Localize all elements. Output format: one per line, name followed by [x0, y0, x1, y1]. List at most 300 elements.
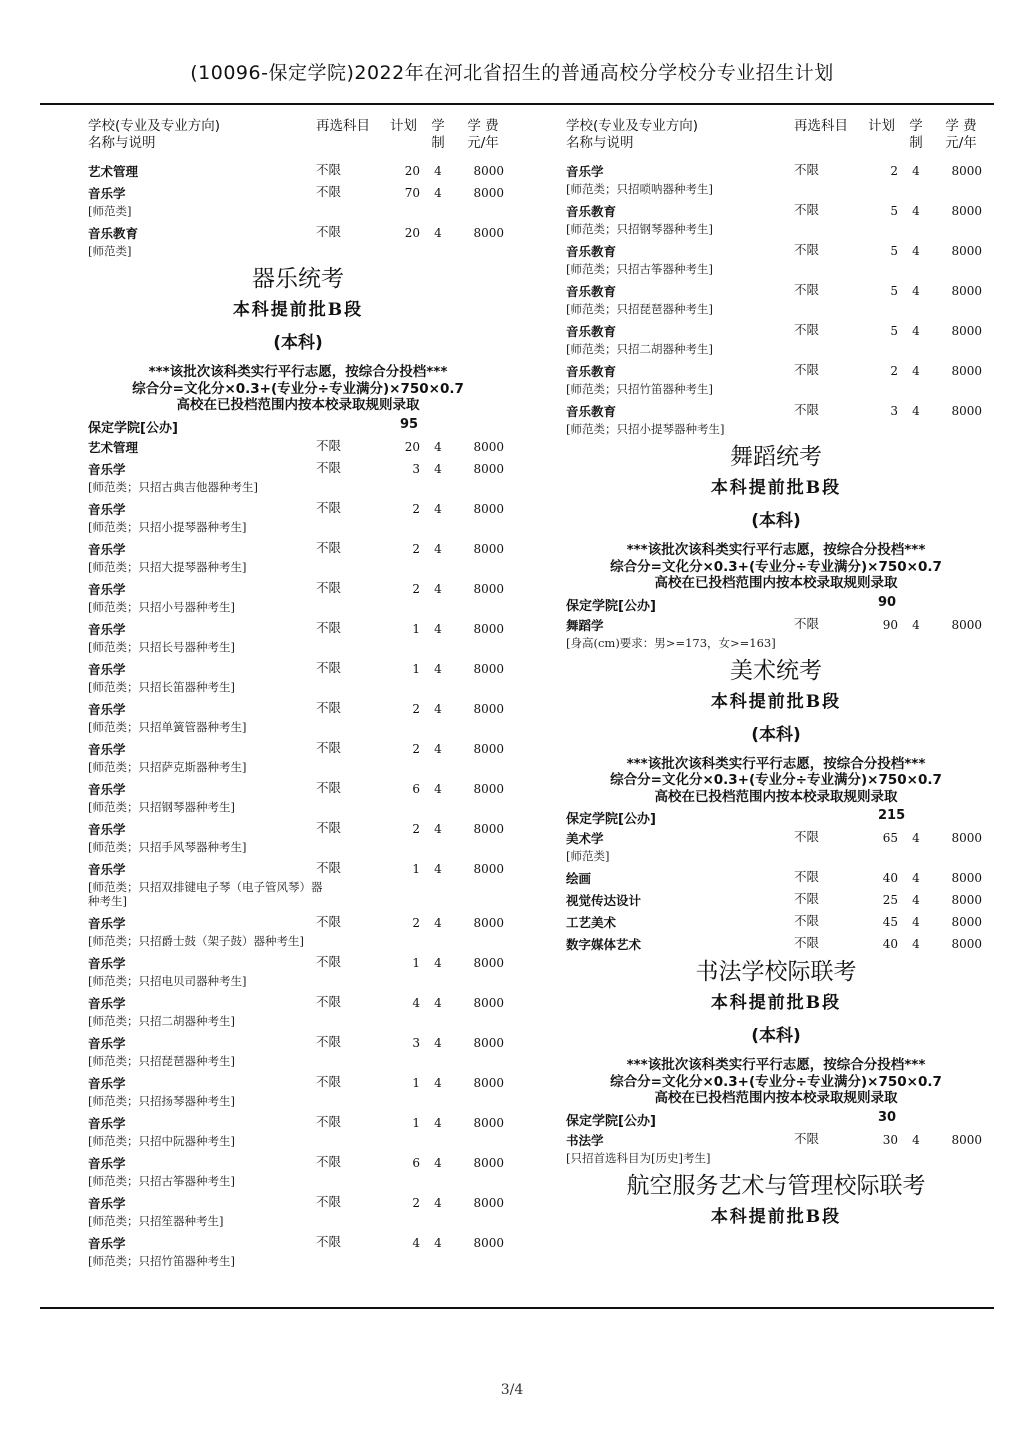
major-row [556, 827, 996, 849]
major-note: [师范类；只招小提琴器种考生] [88, 519, 247, 534]
column-header [556, 108, 996, 160]
header-school: 学校(专业及专业方向) [566, 118, 699, 134]
major-name: 音乐学 [88, 995, 126, 1011]
tuition-fee: 8000 [951, 284, 982, 298]
study-years: 4 [434, 1195, 442, 1210]
major-name: 音乐学 [88, 661, 126, 677]
study-years: 4 [434, 621, 442, 636]
elective-subject: 不限 [316, 993, 342, 1009]
major-name: 舞蹈学 [566, 617, 604, 633]
plan-count: 3 [412, 461, 420, 476]
major-entry [78, 698, 518, 738]
major-row [78, 436, 518, 458]
dance-entries [556, 614, 996, 654]
major-note: [只招首选科目为[历史]考生] [566, 1150, 711, 1165]
elective-subject: 不限 [316, 437, 342, 453]
major-row [556, 200, 996, 222]
study-years: 4 [912, 937, 920, 951]
section-title-aviation: 航空服务艺术与管理校际联考 [626, 1172, 926, 1199]
plan-count: 2 [412, 501, 420, 516]
elective-subject: 不限 [316, 539, 342, 555]
plan-count: 90 [882, 617, 898, 632]
plan-count: 5 [890, 204, 898, 218]
elective-subject: 不限 [316, 459, 342, 475]
study-years: 4 [912, 364, 920, 378]
header-school: 学校(专业及专业方向) [88, 118, 221, 134]
tuition-fee: 8000 [951, 364, 982, 378]
rule-line: 高校在已投档范围内按本校录取规则录取 [654, 1090, 898, 1106]
major-note: [师范类；只招萨克斯器种考生] [88, 759, 247, 774]
tuition-fee: 8000 [473, 741, 504, 756]
major-entry [78, 952, 518, 992]
elective-subject: 不限 [316, 739, 342, 755]
header-fee: 学 费 [467, 118, 499, 134]
elective-subject: 不限 [316, 162, 342, 177]
school-total: 90 [878, 594, 897, 610]
rule-line: 高校在已投档范围内按本校录取规则录取 [654, 788, 898, 805]
school-row [556, 1107, 996, 1129]
elective-subject: 不限 [794, 282, 820, 297]
elective-subject: 不限 [794, 935, 820, 950]
major-note: [师范类；只招大提琴器种考生] [88, 559, 247, 574]
major-note: [师范类；只招双排键电子琴（电子管风琴）器 种考生] [88, 879, 323, 908]
major-entry [556, 827, 996, 867]
major-name: 数字媒体艺术 [566, 937, 642, 952]
level-label: (本科) [751, 511, 801, 531]
study-years: 4 [434, 164, 442, 178]
elective-subject: 不限 [316, 953, 342, 969]
study-years: 4 [434, 701, 442, 716]
tuition-fee: 8000 [473, 955, 504, 970]
major-row [78, 578, 518, 600]
major-note: [师范类；只招钢琴器种考生] [566, 222, 713, 236]
left-top-entries [78, 160, 518, 262]
plan-count: 2 [412, 915, 420, 930]
school-row [78, 414, 518, 436]
major-row [556, 240, 996, 262]
batch-label: 本科提前批B段 [710, 1206, 842, 1227]
header-subject: 再选科目 [316, 118, 370, 134]
major-note: [师范类；只招唢呐器种考生] [566, 182, 713, 196]
major-row [556, 889, 996, 911]
major-entry [78, 818, 518, 858]
major-name: 绘画 [566, 871, 592, 886]
tuition-fee: 8000 [473, 661, 504, 676]
major-entry [556, 867, 996, 889]
rule-line: ***该批次该科类实行平行志愿，按综合分投档*** [626, 1057, 926, 1073]
tuition-fee: 8000 [951, 831, 982, 845]
left-column [78, 108, 518, 1272]
major-name: 音乐学 [88, 186, 126, 201]
study-years: 4 [434, 461, 442, 476]
rule-line: ***该批次该科类实行平行志愿，按综合分投档*** [626, 542, 926, 558]
plan-count: 5 [890, 284, 898, 298]
major-note: [师范类；只招电贝司器种考生] [88, 973, 247, 988]
plan-count: 4 [412, 1235, 420, 1250]
level-label: (本科) [751, 1026, 801, 1046]
rule-line: 综合分=文化分×0.3+(专业分÷专业满分)×750×0.7 [610, 558, 942, 575]
section-title-instrumental: 器乐统考 [252, 266, 344, 292]
major-row [78, 912, 518, 934]
major-name: 美术学 [566, 831, 604, 846]
major-name: 书法学 [566, 1132, 604, 1148]
major-name: 音乐教育 [566, 364, 617, 379]
elective-subject: 不限 [794, 829, 820, 844]
major-row [78, 1152, 518, 1174]
elective-subject: 不限 [794, 162, 820, 177]
school-total: 215 [878, 808, 906, 823]
major-note: [师范类；只招古筝器种考生] [88, 1173, 235, 1188]
major-entry [556, 400, 996, 440]
page-number: 3/4 [500, 1382, 524, 1398]
study-years: 4 [912, 404, 920, 418]
tuition-fee: 8000 [473, 821, 504, 836]
major-note: [师范类；只招竹笛器种考生] [566, 382, 713, 396]
rule-line: ***该批次该科类实行平行志愿，按综合分投档*** [626, 755, 926, 772]
elective-subject: 不限 [316, 579, 342, 595]
header-years-2: 制 [909, 135, 923, 151]
plan-count: 1 [412, 1115, 420, 1130]
study-years: 4 [434, 439, 442, 454]
plan-count: 45 [882, 915, 898, 929]
major-note: [师范类；只招长号器种考生] [88, 639, 235, 654]
major-name: 音乐学 [88, 955, 126, 971]
study-years: 4 [434, 581, 442, 596]
tuition-fee: 8000 [473, 915, 504, 930]
tuition-fee: 8000 [473, 781, 504, 796]
plan-count: 20 [404, 226, 420, 240]
major-row [556, 160, 996, 182]
column-header [78, 108, 518, 160]
elective-subject: 不限 [316, 1233, 342, 1249]
art-entries [556, 827, 996, 955]
major-row [78, 498, 518, 520]
major-note: [师范类；只招古典吉他器种考生] [88, 479, 258, 494]
study-years: 4 [434, 501, 442, 516]
major-note: [师范类；只招二胡器种考生] [566, 342, 713, 356]
major-name: 音乐学 [88, 741, 126, 757]
tuition-fee: 8000 [473, 501, 504, 516]
major-entry [556, 360, 996, 400]
major-note: [师范类] [566, 849, 610, 863]
study-years: 4 [434, 1115, 442, 1130]
study-years: 4 [912, 324, 920, 338]
study-years: 4 [434, 915, 442, 930]
tuition-fee: 8000 [951, 1132, 982, 1147]
header-fee: 学 费 [945, 118, 977, 134]
section-title-art: 美术统考 [730, 657, 822, 684]
rule-line: 综合分=文化分×0.3+(专业分÷专业满分)×750×0.7 [610, 1073, 942, 1090]
major-name: 音乐学 [88, 1155, 126, 1171]
major-entry [78, 992, 518, 1032]
tuition-fee: 8000 [473, 1155, 504, 1170]
tuition-fee: 8000 [951, 324, 982, 338]
plan-count: 70 [404, 186, 420, 200]
study-years: 4 [434, 821, 442, 836]
plan-count: 30 [882, 1132, 898, 1147]
tuition-fee: 8000 [951, 204, 982, 218]
major-entry [78, 658, 518, 698]
major-entry [78, 222, 518, 262]
plan-count: 4 [412, 995, 420, 1010]
plan-count: 1 [412, 955, 420, 970]
plan-count: 2 [890, 164, 898, 178]
header-plan: 计划 [390, 118, 417, 134]
major-note: [师范类；只招扬琴器种考生] [88, 1093, 235, 1108]
major-entry [78, 858, 518, 912]
major-name: 艺术管理 [88, 164, 139, 179]
bottom-rule [40, 1307, 994, 1309]
major-entry [78, 1032, 518, 1072]
tuition-fee: 8000 [473, 701, 504, 716]
plan-count: 5 [890, 244, 898, 258]
major-entry [78, 182, 518, 222]
header-years: 学 [909, 118, 923, 134]
major-row [78, 160, 518, 182]
major-row [78, 1192, 518, 1214]
major-note: [师范类；只招手风琴器种考生] [88, 839, 247, 854]
school-total: 95 [400, 416, 419, 432]
plan-count: 2 [412, 541, 420, 556]
calligraphy-entries [556, 1129, 996, 1169]
major-note: [师范类；只招长笛器种考生] [88, 679, 235, 694]
major-name: 音乐教育 [88, 226, 139, 241]
header-subject: 再选科目 [794, 118, 848, 134]
admission-rules [556, 542, 996, 592]
major-entry [78, 1112, 518, 1152]
major-entry [556, 1129, 996, 1169]
major-note: [师范类；只招琵琶器种考生] [88, 1053, 235, 1068]
plan-count: 2 [412, 741, 420, 756]
elective-subject: 不限 [794, 322, 820, 337]
major-note: [师范类；只招琵琶器种考生] [566, 302, 713, 316]
tuition-fee: 8000 [473, 461, 504, 476]
major-entry [556, 889, 996, 911]
study-years: 4 [912, 164, 920, 178]
header-years-2: 制 [431, 135, 445, 151]
elective-subject: 不限 [794, 615, 820, 631]
study-years: 4 [434, 226, 442, 240]
batch-label: 本科提前批B段 [710, 993, 842, 1013]
major-row [78, 1112, 518, 1134]
major-name: 工艺美术 [566, 915, 617, 930]
major-row [556, 400, 996, 422]
elective-subject: 不限 [316, 184, 342, 199]
major-name: 音乐教育 [566, 284, 617, 299]
major-entry [78, 578, 518, 618]
study-years: 4 [912, 893, 920, 907]
major-note: [师范类；只招竹笛器种考生] [88, 1253, 235, 1268]
header-plan: 计划 [868, 118, 895, 134]
study-years: 4 [912, 244, 920, 258]
major-row [556, 360, 996, 382]
batch-label: 本科提前批B段 [710, 691, 842, 712]
major-row [556, 933, 996, 955]
major-entry [556, 200, 996, 240]
major-entry [556, 280, 996, 320]
school-row [556, 592, 996, 614]
major-note: [师范类；只招钢琴器种考生] [88, 799, 235, 814]
major-name: 音乐学 [88, 1035, 126, 1051]
plan-count: 1 [412, 1075, 420, 1090]
plan-count: 2 [412, 701, 420, 716]
major-note: [师范类；只招笙器种考生] [88, 1213, 224, 1228]
major-note: [师范类；只招小提琴器种考生] [566, 422, 725, 436]
major-row [78, 738, 518, 760]
tuition-fee: 8000 [951, 893, 982, 907]
study-years: 4 [434, 1075, 442, 1090]
tuition-fee: 8000 [473, 186, 504, 200]
school-name: 保定学院[公办] [566, 1113, 656, 1129]
study-years: 4 [434, 861, 442, 876]
major-entry [78, 1152, 518, 1192]
study-years: 4 [912, 617, 920, 632]
plan-count: 40 [882, 937, 898, 951]
study-years: 4 [912, 871, 920, 885]
elective-subject: 不限 [794, 869, 820, 884]
major-name: 音乐学 [88, 1075, 126, 1091]
study-years: 4 [434, 995, 442, 1010]
major-entry [78, 912, 518, 952]
major-row [78, 222, 518, 244]
tuition-fee: 8000 [473, 1195, 504, 1210]
major-note: [师范类] [88, 244, 132, 258]
elective-subject: 不限 [316, 1153, 342, 1169]
plan-count: 6 [412, 1155, 420, 1170]
major-row [78, 698, 518, 720]
admission-rules [556, 756, 996, 806]
major-row [556, 867, 996, 889]
plan-count: 1 [412, 861, 420, 876]
study-years: 4 [434, 541, 442, 556]
major-entry [78, 160, 518, 182]
study-years: 4 [434, 186, 442, 200]
rule-line: 综合分=文化分×0.3+(专业分÷专业满分)×750×0.7 [610, 772, 942, 788]
major-entry [556, 320, 996, 360]
major-row [78, 1072, 518, 1094]
major-row [556, 320, 996, 342]
tuition-fee: 8000 [473, 541, 504, 556]
section-title-dance: 舞蹈统考 [730, 444, 822, 470]
major-row [556, 614, 996, 636]
major-name: 音乐学 [88, 621, 126, 637]
tuition-fee: 8000 [473, 581, 504, 596]
major-name: 音乐学 [88, 915, 126, 931]
plan-count: 5 [890, 324, 898, 338]
study-years: 4 [434, 955, 442, 970]
study-years: 4 [434, 1155, 442, 1170]
tuition-fee: 8000 [951, 871, 982, 885]
study-years: 4 [434, 1035, 442, 1050]
tuition-fee: 8000 [473, 861, 504, 876]
major-note: [师范类；只招爵士鼓（架子鼓）器种考生] [88, 933, 304, 948]
study-years: 4 [912, 915, 920, 929]
tuition-fee: 8000 [473, 621, 504, 636]
major-name: 音乐学 [88, 1115, 126, 1131]
major-row [78, 618, 518, 640]
tuition-fee: 8000 [473, 164, 504, 178]
major-name: 音乐学 [88, 501, 126, 517]
major-entry [78, 778, 518, 818]
right-column [556, 108, 996, 1229]
elective-subject: 不限 [316, 499, 342, 515]
major-note: [师范类；只招中阮器种考生] [88, 1133, 235, 1148]
major-row [78, 778, 518, 800]
elective-subject: 不限 [316, 659, 342, 675]
study-years: 4 [434, 1235, 442, 1250]
major-entry [556, 614, 996, 654]
elective-subject: 不限 [794, 1130, 820, 1146]
tuition-fee: 8000 [951, 164, 982, 178]
major-note: [师范类；只招二胡器种考生] [88, 1013, 235, 1028]
major-row [78, 1232, 518, 1254]
plan-count: 40 [882, 871, 898, 885]
school-row [556, 805, 996, 827]
elective-subject: 不限 [316, 1113, 342, 1129]
major-entry [556, 933, 996, 955]
elective-subject: 不限 [316, 619, 342, 635]
plan-count: 2 [412, 581, 420, 596]
admission-rules [556, 1057, 996, 1107]
elective-subject: 不限 [316, 859, 342, 875]
school-name: 保定学院[公办] [566, 598, 656, 614]
study-years: 4 [912, 284, 920, 298]
major-row [556, 280, 996, 302]
major-entry [78, 738, 518, 778]
tuition-fee: 8000 [473, 1115, 504, 1130]
elective-subject: 不限 [316, 1193, 342, 1209]
school-total: 30 [878, 1109, 897, 1125]
elective-subject: 不限 [794, 242, 820, 257]
rule-line: 高校在已投档范围内按本校录取规则录取 [654, 575, 898, 591]
plan-count: 2 [412, 821, 420, 836]
elective-subject: 不限 [794, 891, 820, 906]
plan-count: 1 [412, 621, 420, 636]
major-name: 音乐学 [88, 781, 126, 797]
header-fee-unit: 元/年 [945, 135, 977, 151]
major-name: 音乐学 [88, 861, 126, 877]
major-name: 音乐教育 [566, 244, 617, 259]
study-years: 4 [912, 831, 920, 845]
study-years: 4 [912, 204, 920, 218]
elective-subject: 不限 [316, 224, 342, 239]
major-note: [师范类；只招小号器种考生] [88, 599, 235, 614]
major-note: [师范类；只招古筝器种考生] [566, 262, 713, 276]
school-name: 保定学院[公办] [566, 812, 656, 827]
major-row [78, 1032, 518, 1054]
elective-subject: 不限 [794, 362, 820, 377]
elective-subject: 不限 [794, 202, 820, 217]
elective-subject: 不限 [794, 913, 820, 928]
tuition-fee: 8000 [951, 404, 982, 418]
page-title: (10096-保定学院)2022年在河北省招生的普通高校分学校分专业招生计划 [190, 62, 834, 84]
major-note: [师范类] [88, 204, 132, 218]
major-entry [78, 1232, 518, 1272]
tuition-fee: 8000 [473, 995, 504, 1010]
elective-subject: 不限 [316, 913, 342, 929]
study-years: 4 [434, 741, 442, 756]
elective-subject: 不限 [316, 699, 342, 715]
tuition-fee: 8000 [951, 617, 982, 632]
major-name: 音乐教育 [566, 324, 617, 339]
major-name: 音乐学 [88, 1235, 126, 1251]
major-name: 音乐教育 [566, 404, 617, 419]
major-entry [556, 240, 996, 280]
plan-count: 20 [404, 164, 420, 178]
tuition-fee: 8000 [473, 226, 504, 240]
right-top-entries [556, 160, 996, 440]
elective-subject: 不限 [316, 1033, 342, 1049]
